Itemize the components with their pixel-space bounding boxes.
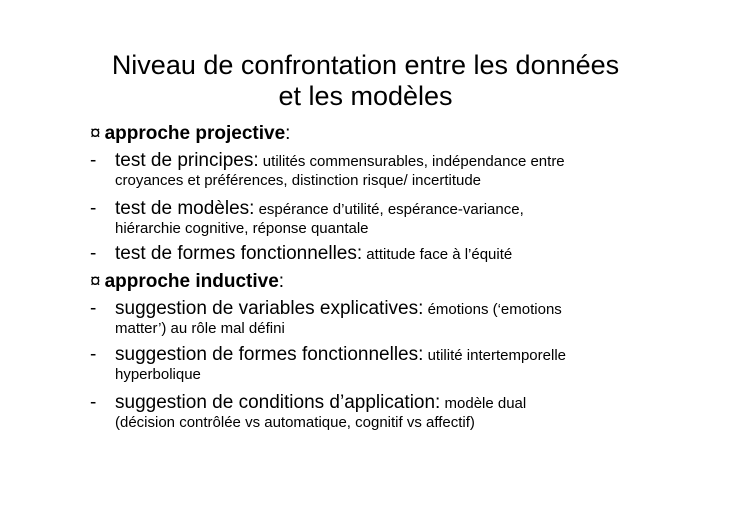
item-continuation: hiérarchie cognitive, réponse quantale bbox=[115, 220, 369, 237]
dash-bullet: - bbox=[90, 150, 97, 171]
dash-bullet: - bbox=[90, 344, 97, 365]
item-detail: attitude face à l’équité bbox=[362, 246, 513, 263]
section-heading: approche projective bbox=[104, 123, 286, 144]
dash-bullet: - bbox=[90, 298, 97, 319]
item-detail: utilités commensurables, indépendance entre bbox=[258, 153, 565, 170]
dash-bullet: - bbox=[90, 392, 97, 413]
slide-title bbox=[60, 50, 671, 112]
item-detail: utilité intertemporelle bbox=[423, 347, 566, 364]
section-heading: approche inductive bbox=[104, 271, 279, 292]
item-continuation: (décision contrôlée vs automatique, cognitif vs affectif) bbox=[115, 414, 475, 431]
section-approche-inductive bbox=[90, 271, 284, 293]
item-detail: modèle dual bbox=[440, 395, 527, 412]
item-detail: émotions (‘emotions bbox=[423, 301, 562, 318]
item-main: test de modèles: bbox=[115, 198, 255, 219]
section-colon: : bbox=[278, 271, 285, 292]
item-continuation: croyances et préférences, distinction risque/ incertitude bbox=[115, 172, 482, 189]
item-main: test de principes: bbox=[115, 150, 259, 171]
item-continuation: matter’) au rôle mal défini bbox=[115, 320, 285, 337]
currency-bullet-icon: ¤ bbox=[90, 123, 101, 144]
section-colon: : bbox=[285, 123, 291, 144]
item-main: test de formes fonctionnelles: bbox=[115, 243, 363, 264]
dash-bullet: - bbox=[90, 243, 97, 264]
item-main: suggestion de conditions d’application: bbox=[115, 392, 441, 413]
item-detail: espérance d’utilité, espérance-variance, bbox=[254, 201, 524, 218]
dash-bullet: - bbox=[90, 198, 97, 219]
item-continuation: hyperbolique bbox=[115, 366, 201, 383]
item-main: suggestion de variables explicatives: bbox=[115, 298, 424, 319]
section-approche-projective bbox=[90, 123, 290, 145]
title-line-2: et les modèles bbox=[278, 81, 453, 111]
currency-bullet-icon: ¤ bbox=[90, 271, 101, 292]
item-main: suggestion de formes fonctionnelles: bbox=[115, 344, 424, 365]
title-line-1: Niveau de confrontation entre les données bbox=[111, 50, 620, 80]
